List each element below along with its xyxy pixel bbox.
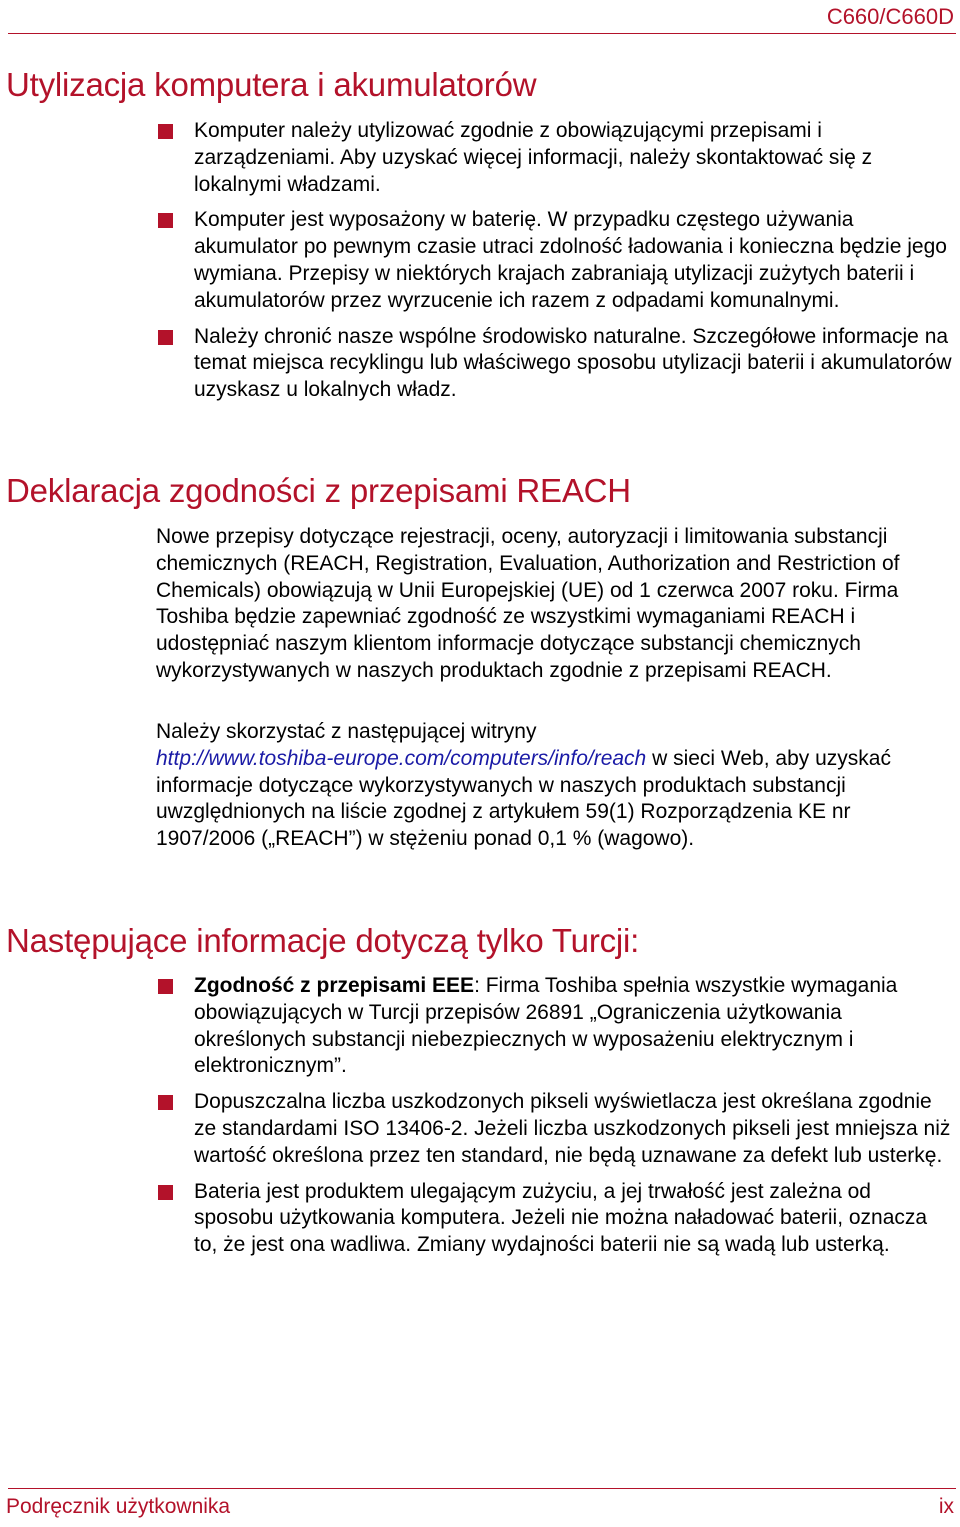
bullet-text: Należy chronić nasze wspólne środowisko naturalne. Szczegółowe informacje na temat miejsca recyklingu lub właściwego sposobu utylizacji baterii i akumulatorów uzyskasz u lokalnych władz.: [194, 324, 952, 402]
footer-divider: [8, 1488, 956, 1489]
section-title-disposal: Utylizacja komputera i akumulatorów: [6, 66, 537, 103]
list-item: [0, 1179, 960, 1259]
reach-website-link[interactable]: http://www.toshiba-europe.com/computers/info/reach: [156, 746, 647, 770]
reach-rest-text: w sieci Web, aby uzyskać informacje dotyczące wykorzystywanych w naszych produktach substancji uwzględnionych na liście zgodnej z artykułem 59(1) Rozporządzenia KE nr 1907/2006 („REACH”) w stężeniu ponad 0,1 % (wagowo).: [156, 746, 891, 851]
bullet-text: Komputer należy utylizować zgodnie z obowiązującymi przepisami i zarządzeniami. Aby uzyskać więcej informacji, należy skontaktować się z lokalnymi władzami.: [194, 119, 873, 196]
list-item: [0, 118, 960, 198]
section-title-turkey: Następujące informacje dotyczą tylko Turcji:: [6, 922, 640, 959]
header-divider: [8, 33, 956, 34]
bullet-square-icon: [158, 124, 173, 139]
reach-paragraph-2: [156, 719, 952, 853]
list-item: [0, 324, 960, 404]
turkey-bullet-list: [0, 973, 960, 1268]
bullet-square-icon: [158, 213, 173, 228]
reach-intro-text: Należy skorzystać z następującej witryny: [156, 720, 537, 743]
bullet-square-icon: [158, 979, 173, 994]
bullet-bold-text: Zgodność z przepisami EEE: [194, 974, 475, 997]
footer-manual-title: Podręcznik użytkownika: [6, 1495, 231, 1518]
bullet-square-icon: [158, 330, 173, 345]
bullet-text: : Firma Toshiba spełnia wszystkie wymagania obowiązujących w Turcji przepisów 26891 „Ograniczenia użytkowania określonych substancji niebezpiecznych w wyposażeniu elektrycznym i elektronicznym”.: [194, 974, 898, 1078]
bullet-text: Dopuszczalna liczba uszkodzonych pikseli wyświetlacza jest określana zgodnie ze standardami ISO 13406-2. Jeżeli liczba uszkodzonych pikseli jest mniejsza niż wartość określona przez ten standard, nie będą uznawane za defekt lub usterkę.: [194, 1090, 951, 1167]
footer-page-number: ix: [938, 1495, 954, 1518]
bullet-square-icon: [158, 1185, 173, 1200]
reach-paragraph-1: Nowe przepisy dotyczące rejestracji, oceny, autoryzacji i limitowania substancji chemicznych (REACH, Registration, Evaluation, Authorization and Restriction of Chemicals) obowiązują w Unii Europejskiej (UE) od 1 czerwca 2007 roku. Firma Toshiba będzie zapewniać zgodność ze wszystkimi wymaganiami REACH i udostępniać naszym klientom informacje dotyczące substancji chemicznych wykorzystywanych w naszych produktach zgodnie z przepisami REACH.: [156, 525, 900, 682]
list-item: [0, 1089, 960, 1169]
disposal-bullet-list: [0, 118, 960, 413]
bullet-text: Komputer jest wyposażony w baterię. W przypadku częstego używania akumulator po pewnym czasie utraci zdolność ładowania i konieczna będzie jego wymiana. Przepisy w niektórych krajach zabraniają utylizacji zużytych baterii i akumulatorów przez wyrzucenie ich razem z odpadami komunalnymi.: [194, 208, 947, 312]
list-item: [0, 207, 960, 314]
bullet-text: Bateria jest produktem ulegającym zużyciu, a jej trwałość jest zależna od sposobu użytkowania komputera. Jeżeli nie można naładować baterii, oznacza to, że jest ona wadliwa. Zmiany wydajności baterii nie są wadą lub usterką.: [194, 1179, 928, 1257]
header-model: C660/C660D: [826, 4, 954, 29]
list-item: [0, 973, 960, 1080]
bullet-square-icon: [158, 1095, 173, 1110]
section-title-reach: Deklaracja zgodności z przepisami REACH: [6, 472, 631, 509]
